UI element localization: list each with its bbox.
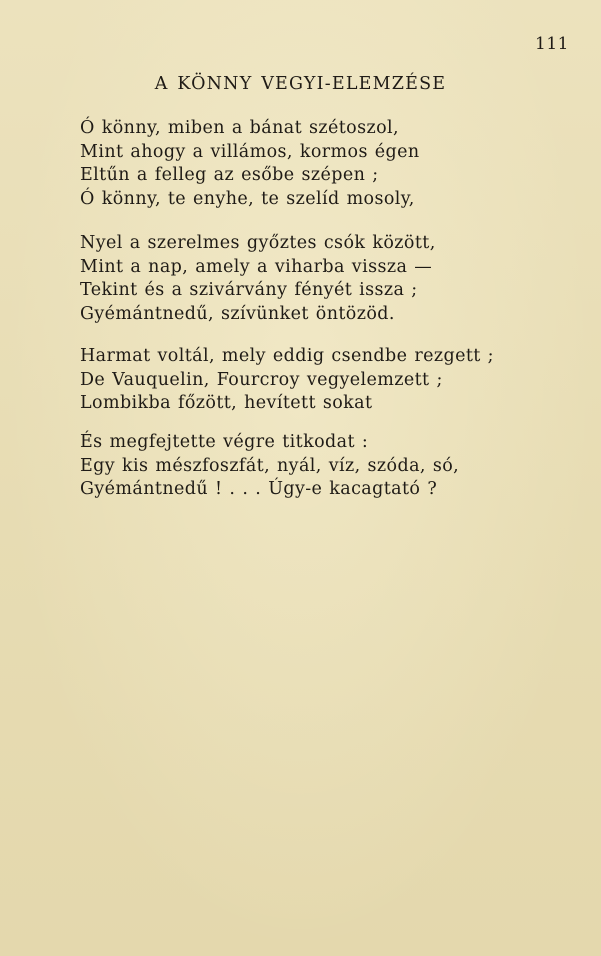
poem-line: Ó könny, miben a bánat szétoszol, — [80, 118, 400, 138]
poem-line: Lombikba főzött, hevített sokat — [80, 393, 373, 413]
poem-line: Egy kis mészfoszfát, nyál, víz, szóda, só, — [80, 455, 460, 476]
stanza-2 — [80, 232, 436, 326]
poem-line: Nyel a szerelmes győztes csók között, — [80, 233, 436, 253]
poem-title: A KÖNNY VEGYI-ELEMZÉSE — [154, 74, 447, 94]
poem-line: De Vauquelin, Fourcroy vegyelemzett ; — [80, 369, 443, 390]
poem-line: Gyémántnedű ! . . . Úgy-e kacagtató ? — [80, 479, 438, 499]
stanza-3 — [80, 345, 494, 416]
stanza-4 — [80, 431, 459, 502]
poem-line: Harmat voltál, mely eddig csendbe rezgett ; — [80, 346, 494, 366]
page-number: 111 — [535, 34, 569, 54]
poem-line: Mint ahogy a villámos, kormos égen — [80, 141, 420, 162]
poem-line: Mint a nap, amely a viharba vissza — — [80, 256, 433, 277]
poem-line: Ó könny, te enyhe, te szelíd mosoly, — [80, 188, 415, 209]
poem-line: Tekint és a szivárvány fényét issza ; — [80, 280, 418, 300]
stanza-1 — [80, 117, 420, 211]
poem-line: Eltűn a felleg az esőbe szépen ; — [80, 165, 379, 185]
poem-line: Gyémántnedű, szívünket öntözöd. — [80, 303, 395, 324]
poem-line: És megfejtette végre titkodat : — [80, 432, 369, 452]
